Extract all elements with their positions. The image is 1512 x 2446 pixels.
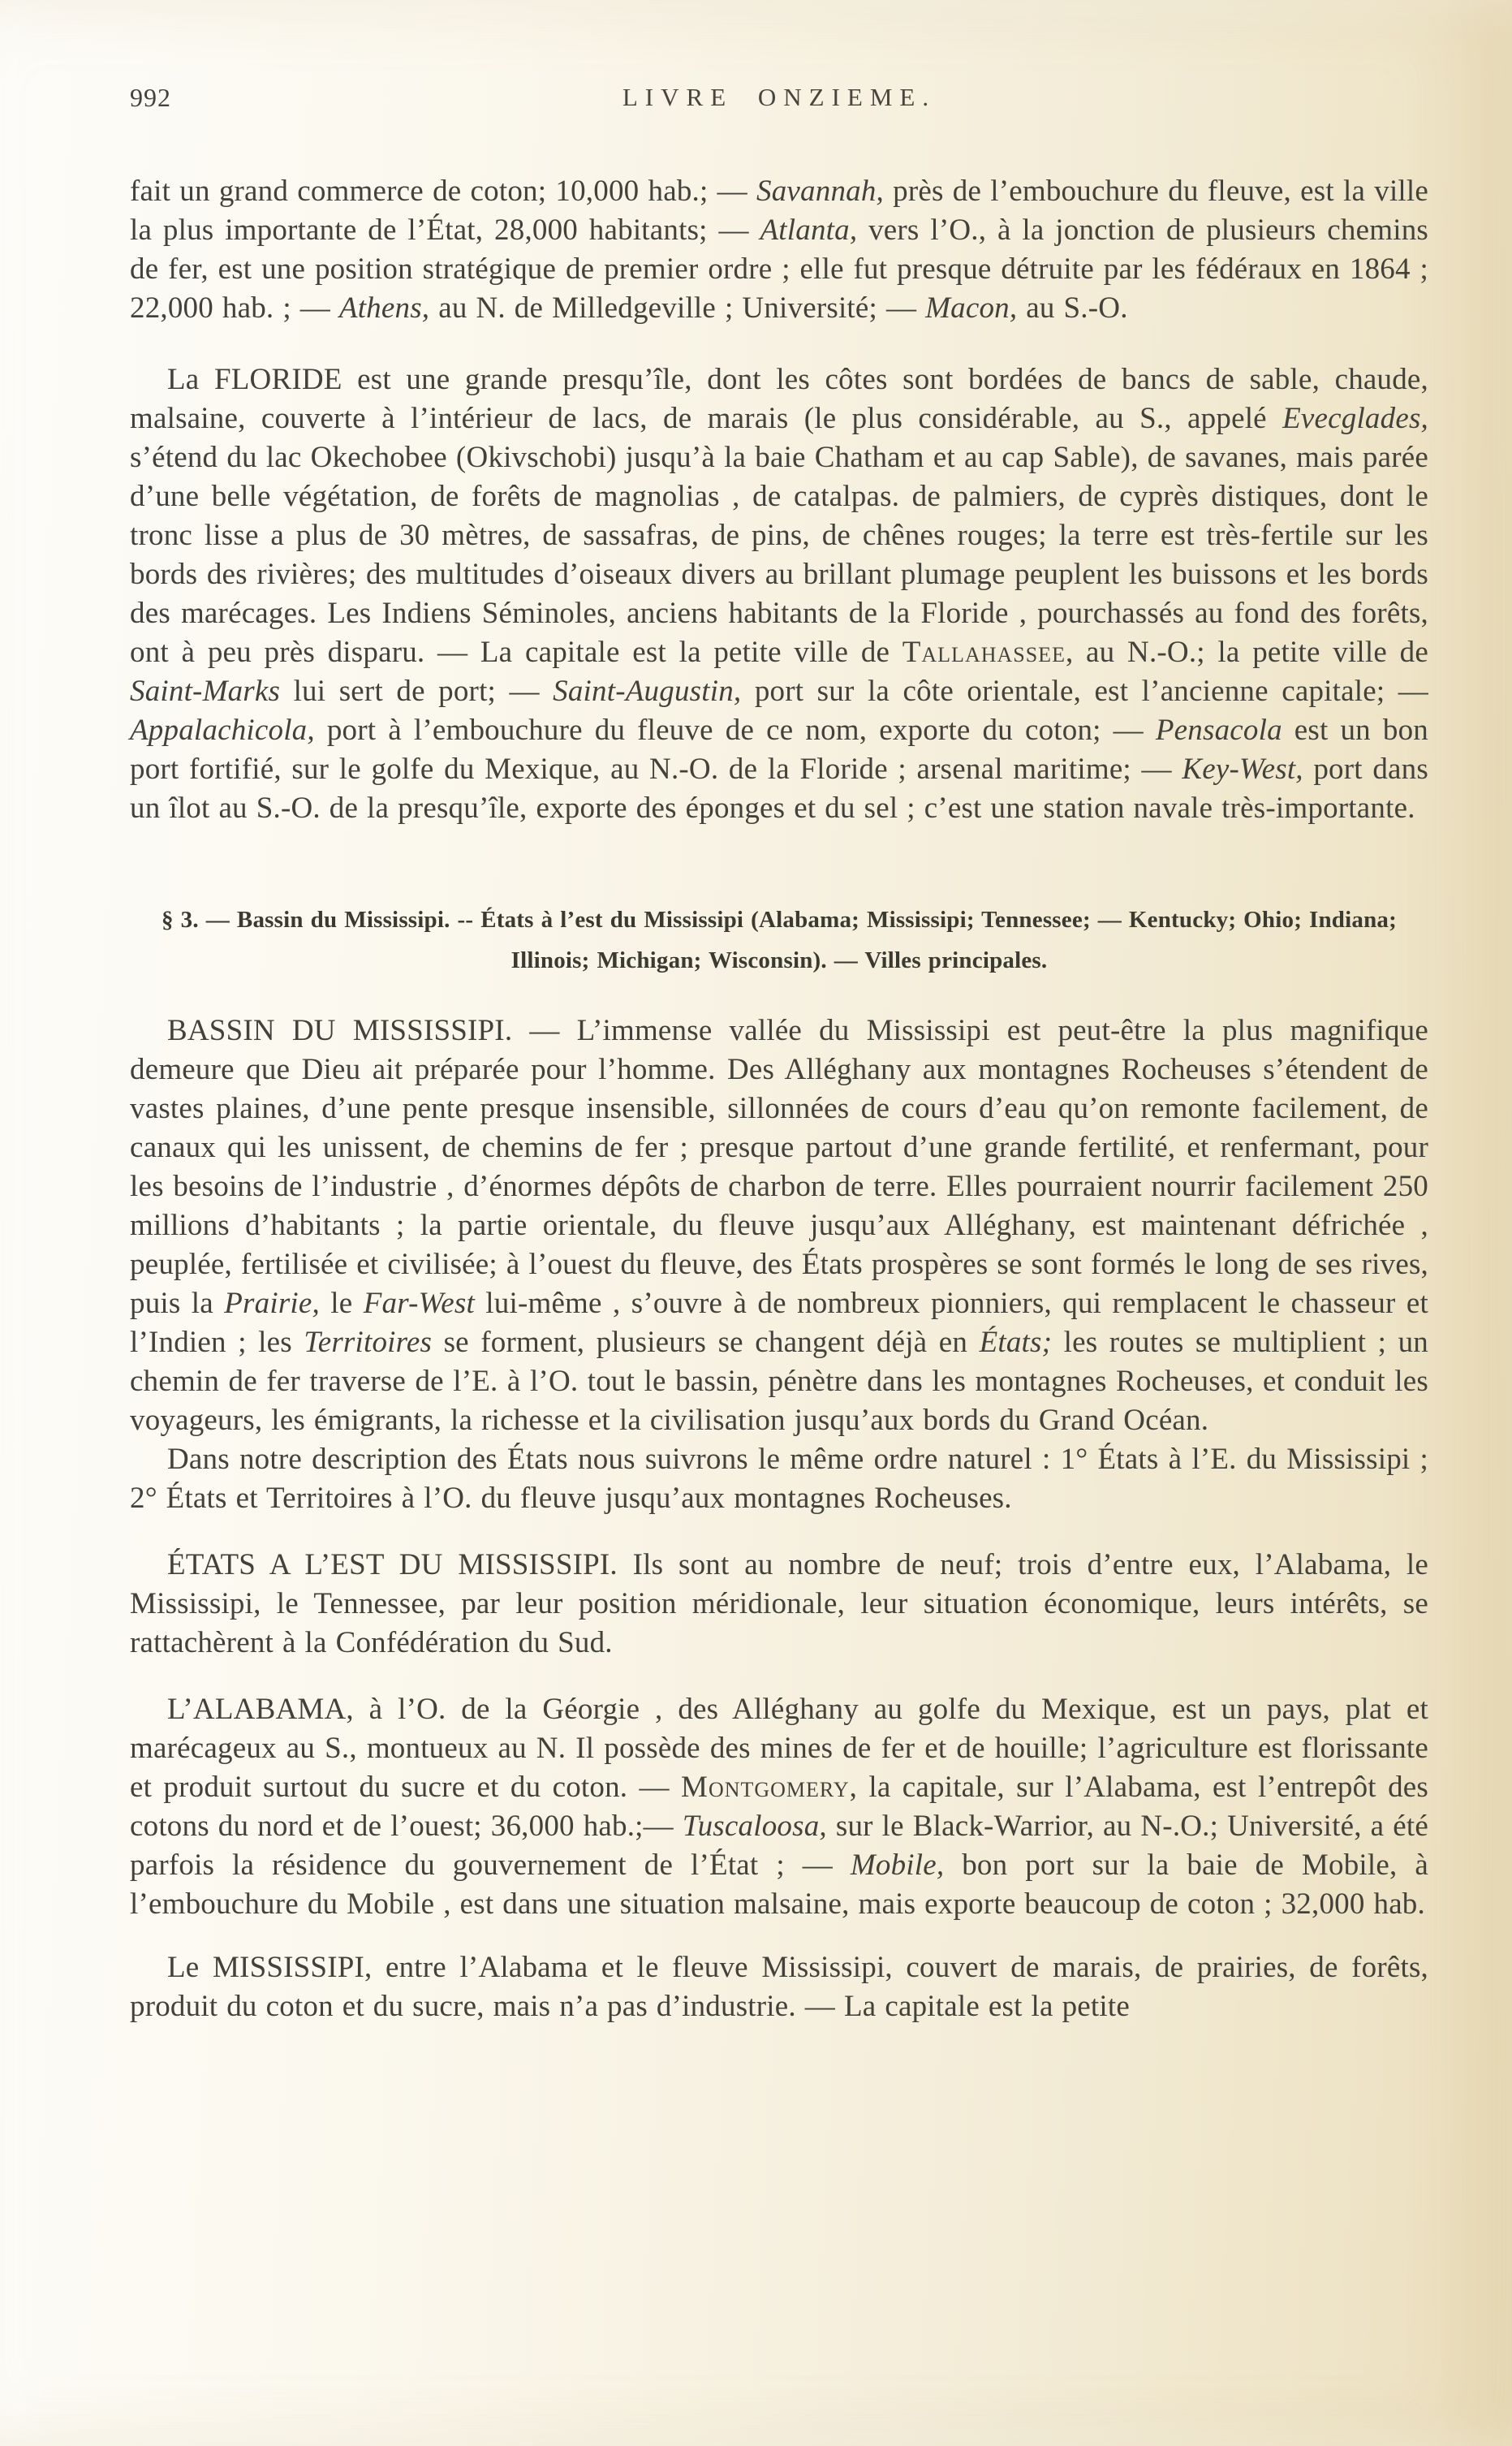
etats-est: ÉTATS A L’EST DU MISSISSIPI. Ils sont au nombre de neuf; trois d’entre eux, l’Alabama, le Mississipi, le Tennessee, par leur position méridionale, leur situation économique, leurs intérêts, se rattachèrent à la Confédération du Sud. bbox=[130, 1548, 1428, 1659]
section-3-heading: § 3. — Bassin du Mississipi. -- États à l’est du Mississipi (Alabama; Mississipi; Tennessee; — Kentucky; Ohio; Indiana; Illinois; Michigan; Wisconsin). — Villes principales. bbox=[162, 907, 1397, 973]
bassin-du-mississipi: BASSIN DU MISSISSIPI. — L’immense vallée du Mississipi est peut-être la plus magnifique demeure que Dieu ait préparée pour l’homme. Des Alléghany aux montagnes Rocheuses s’étendent de vastes plaines, d’une pente presque insensible, sillonnées de cours d’eau qu’on remonte facilement, de canaux qui les unissent, de chemins de fer ; presque partout d’une grande fertilité, et renfermant, pour les besoins de l’industrie , d’énormes dépôts de charbon de terre. Elles pourraient nourrir facilement 250 millions d’habitants ; la partie orientale, du fleuve jusqu’aux Alléghany, est maintenant défrichée , peuplée, fertilisée et civilisée; à l’ouest du fleuve, des États prospères se sont formés le long de ses rives, puis la Prairie, le Far-West lui-même , s’ouvre à de nombreux pionniers, qui remplacent le chasseur et l’Indien ; les Territoires se forment, plusieurs se changent déjà en États; les routes se multiplient ; un chemin de fer traverse de l’E. à l’O. tout le bassin, pénètre dans les montagnes Rocheuses, et conduit les voyageurs, les émigrants, la richesse et la civilisation jusqu’aux bords du Grand Océan. bbox=[130, 1014, 1428, 1437]
florida: La FLORIDE est une grande presqu’île, dont les côtes sont bordées de bancs de sable, chaude, malsaine, couverte à l’intérieur de lacs, de marais (le plus considérable, au S., appelé Evecglades, s’étend du lac Okechobee (Okivschobi) jusqu’à la baie Chatham et au cap Sable), de savanes, mais parée d’une belle végétation, de forêts de magnolias , de catalpas. de palmiers, de cyprès distiques, dont le tronc lisse a plus de 30 mètres, de sassafras, de pins, de chênes rouges; la terre est très-fertile sur les bords des rivières; des multitudes d’oiseaux divers au brillant plumage peuplent les buissons et les bords des marécages. Les Indiens Séminoles, anciens habitants de la Floride , pourchassés au fond des forêts, ont à peu près disparu. — La capitale est la petite ville de Tallahassee, au N.-O.; la petite ville de Saint-Marks lui sert de port; — Saint-Augustin, port sur la côte orientale, est l’ancienne capitale; — Appalachicola, port à l’embouchure du fleuve de ce nom, exporte du coton; — Pensacola est un bon port fortifié, sur le golfe du Mexique, au N.-O. de la Floride ; arsenal maritime; — Key-West, port dans un îlot au S.-O. de la presqu’île, exporte des éponges et du sel ; c’est une station navale très-importante. bbox=[130, 363, 1428, 825]
page-header bbox=[130, 83, 1428, 120]
description-ordre: Dans notre description des États nous suivrons le même ordre naturel : 1° États à l’E. du Mississipi ; 2° États et Territoires à l’O. du fleuve jusqu’aux montagnes Rocheuses. bbox=[130, 1443, 1428, 1515]
page-content bbox=[130, 172, 1428, 2026]
georgia-cities-continuation: fait un grand commerce de coton; 10,000 hab.; — Savannah, près de l’embouchure du fleuve, est la ville la plus importante de l’État, 28,000 habitants; — Atlanta, vers l’O., à la jonction de plusieurs chemins de fer, est une position stratégique de premier ordre ; elle fut presque détruite par les fédéraux en 1864 ; 22,000 hab. ; — Athens, au N. de Milledgeville ; Université; — Macon, au S.-O. bbox=[130, 175, 1429, 325]
page-number: 992 bbox=[130, 83, 171, 112]
text-block bbox=[130, 83, 1428, 2026]
running-title: LIVRE ONZIEME. bbox=[622, 83, 937, 111]
alabama: L’ALABAMA, à l’O. de la Géorgie , des Alléghany au golfe du Mexique, est un pays, plat et marécageux au S., montueux au N. Il possède des mines de fer et de houille; l’agriculture est florissante et produit surtout du sucre et du coton. — Montgomery, la capitale, sur l’Alabama, est l’entrepôt des cotons du nord et de l’ouest; 36,000 hab.;— Tuscaloosa, sur le Black-Warrior, au N-.O.; Université, a été parfois la résidence du gouvernement de l’État ; — Mobile, bon port sur la baie de Mobile, à l’embouchure du Mobile , est dans une situation malsaine, mais exporte beaucoup de coton ; 32,000 hab. bbox=[130, 1693, 1429, 1921]
mississippi-state: Le MISSISSIPI, entre l’Alabama et le fleuve Mississipi, couvert de marais, de prairies, de forêts, produit du coton et du sucre, mais n’a pas d’industrie. — La capitale est la petite bbox=[130, 1951, 1428, 2023]
